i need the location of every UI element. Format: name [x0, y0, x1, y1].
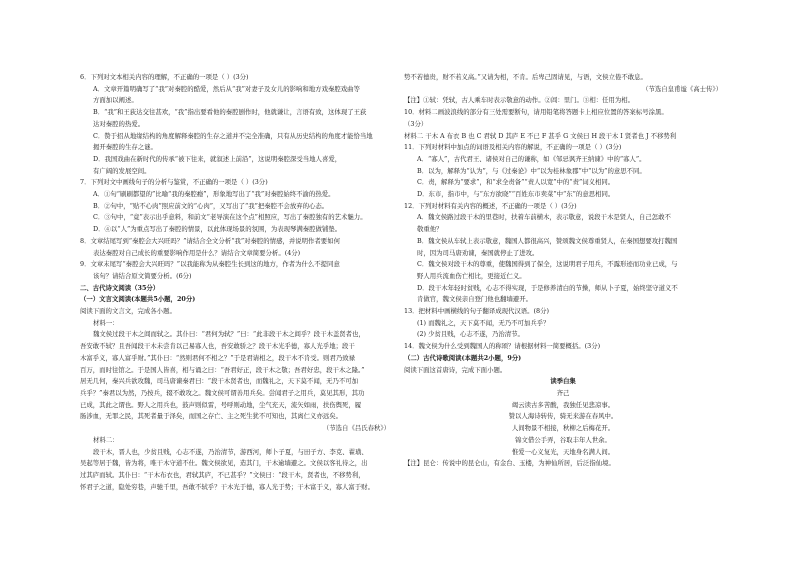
right-column-line: 11．下列对材料中加点的词语及相关内容的解说，不正确的一项是（ ）(3分)	[404, 143, 622, 152]
right-column-line: （3分）	[404, 119, 428, 128]
right-column-line: 人间物景不相接，秋柳之后梅花开。	[511, 424, 615, 433]
right-column-line: (1) 而魏礼之，天下莫不闻，无乃不可加兵乎？	[417, 318, 550, 327]
left-column-line: 过其庐而轼。其仆曰：“干木布衣也，君轼其庐，不已甚乎？”文侯曰：“段干木，贤者也，不移势利，	[80, 470, 365, 479]
right-column-line: (2) 少贫且贱，心志不遂，乃治清节。	[417, 330, 524, 339]
right-column-line: C．责，解释为“要求”，和“求全责备”“责人以宽”中的“责”词义相同。	[417, 178, 615, 187]
right-column-line: 赞以人海诗转传，骑无来游在春风中。	[508, 412, 618, 421]
right-column-line: D．段干木年轻时贫贱，心志不得实现，于是修养清白的节操，师从卜子夏，始终坚守道义不	[417, 283, 678, 292]
left-column-line: 9．文章末尾写“秦腔会大兴旺吗？”以我能称为从秦腔生长到这的地方，作者为什么不提同意	[80, 260, 340, 269]
right-column-line: A．“寡人”，古代君王、诸侯对自己的谦称，如《邹忌讽齐王纳谏》中的“寡人”。	[417, 154, 646, 163]
right-column-line: B．魏文侯从车轼上表示敬意，魏国人都很高兴，赞颂魏文侯尊重贤人，在秦国想要攻打魏国	[417, 236, 678, 245]
left-column-line: （一）文言文阅读(本题共5小题，20分)	[80, 295, 196, 304]
right-column-line: 肯做官，魏文侯亲自登门他也翻墙避开。	[417, 295, 533, 304]
left-column-line: 吾安敢不轼？且吾闻段干木未尝肯以己易寡人也，吾安敢骄之？段干木光乎德，寡人光乎地；段干	[80, 342, 355, 351]
left-column-line: 有广阔的发展空间。	[93, 166, 151, 175]
right-column-line: 阅读下面这首唐诗，完成下面小题。	[404, 365, 507, 374]
right-column	[404, 72, 722, 470]
left-column-line: 阅读下面的文言文，完成各小题。	[80, 307, 176, 316]
left-column-line: 表达秦腔对自己成长的重要影响作用是什么？请结合文章简要分析。(4分)	[93, 248, 301, 257]
right-column-line: 势不若德贵，财不若义高。”又请为相，不肯。后卑己固请见，与语，文侯立倦不敢息。	[404, 73, 647, 81]
left-column-line: 百万，而时往馆之。于是国人皆喜，相与诵之曰：“吾君好正，段干木之敬；吾君好忠，段干木之隆。”	[80, 365, 365, 374]
right-column-line: A．魏文侯路过段干木的里巷时，扶着车前横木，表示敬意，说段干木是贤人，自己怎敢不	[417, 213, 671, 222]
right-column-line: 【注】①轼：凭轼，古人乘车时表示敬意的动作。②闾：里门。③相：任用为相。	[404, 96, 635, 105]
left-column-line: B．②句中，“贴不心肉”照应前文的“心肉”，又写出了“我”把秦腔不会放弃的心态。	[93, 201, 329, 210]
right-column-line: 材料二 干木 A 布衣 B 也 C 君轼 D 其庐 E 不已 F 甚乎 G 文侯曰 H 段干木 I 贤者也 J 不移势利	[404, 131, 677, 140]
left-column-line: 兵乎？”秦君以为然，乃按兵，辍不敢攻之。魏文侯可谓善用兵矣。尝闻君子之用兵，莫见其形，其功	[80, 388, 365, 397]
left-column-line: 二、古代诗文阅读（35分）	[80, 283, 160, 292]
left-column-line: B．“我”和王荻达交往甚欢，“我”指出要看他的秦腔剧作时，他就谦让，言语有致，这体现了王荻	[93, 108, 367, 117]
right-column-line: 14．魏文侯为什么受到魏国人的称颂？请根据材料一简要概括。(3分)	[404, 342, 601, 351]
left-column-line: 魏文侯过段干木之闾而轼之。其仆曰：“君何为轼？”曰：“此非段干木之闾乎？段干木盖贤者也，	[93, 330, 365, 339]
left-column-line: 揭开秦腔的生存之谜。	[93, 143, 157, 152]
right-column-line: 惟爱一心义复光，天地身名满人间。	[511, 447, 615, 456]
left-column-line: D．④以“人”为重点写出了秦腔的情景，以此体现场景的氛围，为表现琴满秦腔做铺垫。	[93, 225, 342, 234]
left-column-line: 6．下列对文本相关内容的理解，不正确的一项是（ ）(3分)	[80, 73, 249, 81]
left-column-line: 已成，其此之谓也。野人之用兵也，鼓声则似雷，号呼则动地，尘气充天，流矢如雨，扶伤舆死，履	[80, 400, 362, 409]
left-column-line: 肠涉血，无罪之民，其死者量于泽矣，而国之存亡、主之死生犹不可知也，其离仁义亦远矣。	[80, 412, 343, 421]
left-column-line: （节选自《吕氏春秋》）	[322, 424, 390, 433]
right-column-line: 锦文借公手弄，谷取丰年人世余。	[515, 435, 611, 444]
right-column-line: （二）古代诗歌阅读(本题共2小题，9分)	[404, 353, 522, 362]
left-column-line: 材料二：	[93, 435, 119, 444]
left-column-line: 材料一：	[93, 318, 119, 327]
right-column-line: 读季白集	[550, 377, 576, 386]
right-column-line: （节选自皇甫谧《高士传》）	[642, 84, 722, 93]
right-column-line: 竭云读古多苦酸，我独任见悲凉事。	[511, 400, 615, 409]
right-column-line: 齐己	[556, 388, 570, 397]
left-column-line: A．①句“刷刷都望的”比喻“我的秦腔瘾”，形象地写出了“我”对秦腔始终不渝的热爱。	[93, 190, 335, 199]
right-column-line: C．魏文侯对段干木的尊重，使魏国得到了保全，这说明君子用兵，不露形迹而功业已成，与	[417, 260, 678, 269]
left-column-line: 8．文章结尾写到“秦腔会大兴旺吗？”请结合全文分析“我”对秦腔的情感，并说明作者要如何	[80, 236, 340, 245]
right-column-line: 野人用兵流血伤亡相比，更接近仁义。	[417, 271, 526, 280]
left-column-line: 怀君子之道，隐处穷巷，声驰千里，吾敢不轼乎？干木光于德，寡人光于势；干木富于义，寡人富于财。	[80, 482, 374, 491]
left-column-line: 7．下列对文中画线句子的分析与鉴赏，不正确的一项是（ ）(3分)	[80, 178, 268, 187]
left-column-line: 该句？请结合原文简要分析。(6分)	[93, 271, 192, 280]
left-column-line: C．③句中，“竟”表示出乎意料，和前文“老导演在这个点”相照应，写出了秦腔独有的艺术魅力。	[93, 213, 367, 222]
left-column-line: 居无几何，秦兴兵欲攻魏，司马唐谏秦君曰：“段干木贤者也，而魏礼之，天下莫不闻，无乃不可加	[80, 377, 359, 386]
right-column-line: 12．下列对材料有关内容的概述，不正确的一项是（ ）(3分)	[404, 201, 577, 210]
left-column-line: 达对秦腔的热爱。	[93, 119, 145, 128]
left-column-line: 吴起等居于魏，皆为将，唯干木守道不仕。魏文侯欲见，造其门，干木逾墙避之。文侯以客礼待之，出	[80, 459, 368, 468]
right-column-line: 【注】昆仑：传说中的昆仑山，有金台、玉楼，为神仙所居，后泛指仙境。	[404, 459, 615, 468]
left-column-line: D．我国戏曲在新时代的传承“被下往来，就叙述上前沿”，这说明秦腔深受当地人喜爱，	[93, 154, 342, 163]
left-column-line: 方面加以阐述。	[93, 96, 138, 105]
right-column-line: D．东市，指市中，与“东方欲晓”“百姓东市卖菜”中“东”的意思相同。	[417, 190, 615, 199]
right-column-line: 时，因为司马唐劝谏，秦国就停止了进攻。	[417, 248, 539, 257]
right-column-line: 13．把材料中画横线的句子翻译成现代汉语。(8分)	[404, 307, 549, 316]
right-column-line: 敬重他？	[417, 225, 443, 234]
left-column-line: 木富乎义，寡人富乎财。”其仆曰：“然则君何不相之？”于是君请相之，段干木不肯受。则君乃致禄	[80, 353, 356, 362]
left-column-line: A．文章开篇明确写了“我”对秦腔的酷爱，然后从“我”对妻子及女儿的影响和地方戏秦腔戏曲等	[93, 84, 360, 93]
left-column	[80, 72, 390, 493]
left-column-line: 段干木，晋人也，少贫且贱，心志不遂，乃治清节，游西河，师卜子夏，与田子方、李克、翟璜、	[93, 447, 368, 456]
right-column-line: 10．材料二画波浪线的部分有三处需要断句，请用铅笔将答题卡上相应位置的答案标号涂黑。	[404, 108, 668, 117]
left-column-line: C．赞于招从地缘结构的角度解释秦腔的生存之道并不完全准确，只有从历史结构的角度才能恰当地	[93, 131, 373, 140]
right-column-line: B．以为，解释为“认为”，与《过秦论》中“以为桂林象郡”中“以为”的意思不同。	[417, 166, 646, 175]
